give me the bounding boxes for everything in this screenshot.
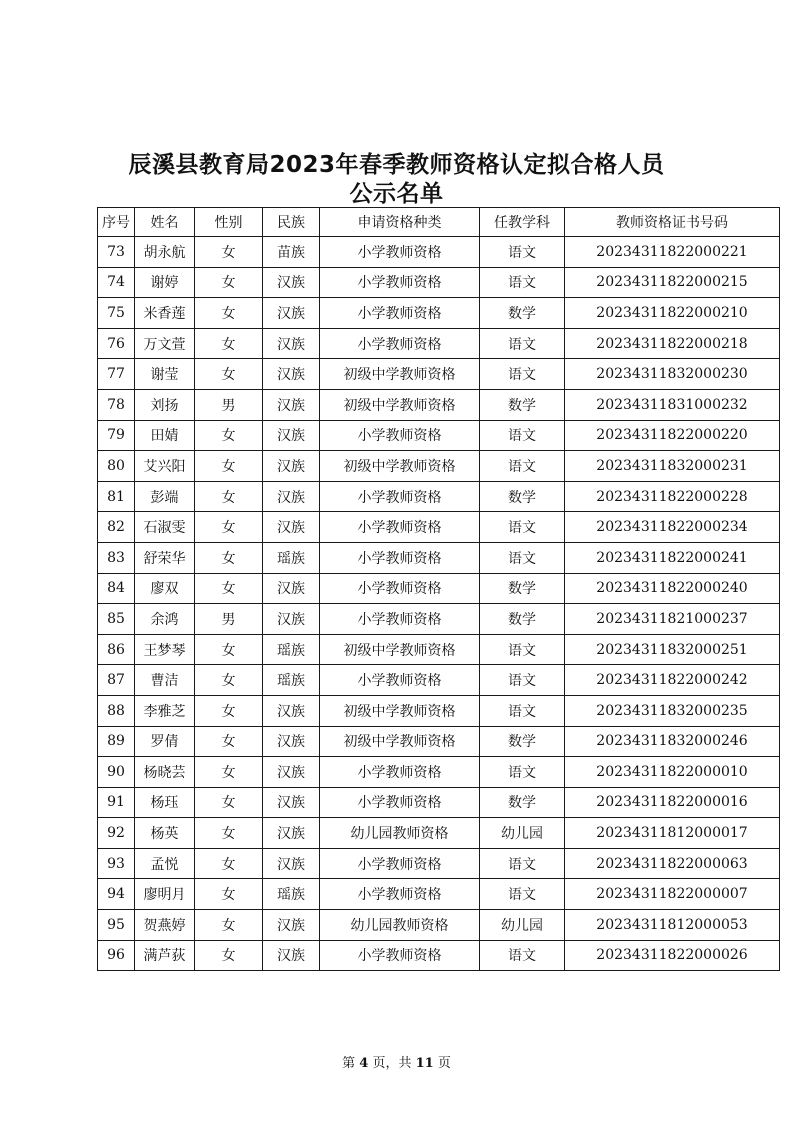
table-row — [98, 910, 780, 941]
cell-gender: 女 — [195, 910, 263, 941]
cell-subject: 语文 — [480, 634, 565, 665]
cell-subject: 语文 — [480, 665, 565, 696]
cell-certificate-number: 20234311822000240 — [565, 573, 780, 604]
cell-qualification-type: 小学教师资格 — [320, 848, 480, 879]
cell-subject: 数学 — [480, 604, 565, 635]
cell-subject: 数学 — [480, 298, 565, 329]
cell-name: 舒荣华 — [135, 542, 195, 573]
cell-subject: 数学 — [480, 481, 565, 512]
cell-qualification-type: 小学教师资格 — [320, 512, 480, 543]
cell-index: 95 — [98, 910, 135, 941]
footer-middle: 页，共 — [368, 1056, 416, 1071]
cell-certificate-number: 20234311822000228 — [565, 481, 780, 512]
cell-gender: 女 — [195, 787, 263, 818]
cell-subject: 数学 — [480, 573, 565, 604]
cell-certificate-number: 20234311822000242 — [565, 665, 780, 696]
cell-gender: 男 — [195, 604, 263, 635]
cell-certificate-number: 20234311812000053 — [565, 910, 780, 941]
cell-index: 74 — [98, 267, 135, 298]
cell-certificate-number: 20234311832000235 — [565, 695, 780, 726]
cell-ethnicity: 汉族 — [263, 910, 320, 941]
table-row — [98, 634, 780, 665]
cell-subject: 数学 — [480, 787, 565, 818]
cell-certificate-number: 20234311822000026 — [565, 940, 780, 971]
cell-qualification-type: 小学教师资格 — [320, 542, 480, 573]
cell-qualification-type: 小学教师资格 — [320, 757, 480, 788]
cell-ethnicity: 瑶族 — [263, 665, 320, 696]
cell-name: 米香莲 — [135, 298, 195, 329]
total-page-count: 11 — [415, 1056, 434, 1071]
cell-name: 杨晓芸 — [135, 757, 195, 788]
cell-gender: 女 — [195, 695, 263, 726]
table-row — [98, 359, 780, 390]
cell-name: 艾兴阳 — [135, 451, 195, 482]
cell-qualification-type: 小学教师资格 — [320, 328, 480, 359]
cell-gender: 女 — [195, 267, 263, 298]
table-row — [98, 818, 780, 849]
cell-ethnicity: 汉族 — [263, 818, 320, 849]
cell-index: 91 — [98, 787, 135, 818]
cell-subject: 语文 — [480, 542, 565, 573]
cell-ethnicity: 瑶族 — [263, 542, 320, 573]
table-row — [98, 389, 780, 420]
table-row — [98, 787, 780, 818]
table-row — [98, 481, 780, 512]
cell-name: 石淑雯 — [135, 512, 195, 543]
cell-index: 75 — [98, 298, 135, 329]
cell-gender: 女 — [195, 573, 263, 604]
cell-name: 满芦荻 — [135, 940, 195, 971]
table-row — [98, 573, 780, 604]
col-header-name: 姓名 — [135, 208, 195, 237]
table-row — [98, 940, 780, 971]
cell-ethnicity: 汉族 — [263, 359, 320, 390]
cell-name: 胡永航 — [135, 237, 195, 268]
cell-subject: 语文 — [480, 451, 565, 482]
table-row — [98, 512, 780, 543]
cell-subject: 语文 — [480, 420, 565, 451]
cell-qualification-type: 小学教师资格 — [320, 267, 480, 298]
table-row — [98, 237, 780, 268]
cell-name: 杨英 — [135, 818, 195, 849]
cell-ethnicity: 汉族 — [263, 848, 320, 879]
cell-certificate-number: 20234311822000221 — [565, 237, 780, 268]
cell-qualification-type: 小学教师资格 — [320, 420, 480, 451]
cell-name: 谢莹 — [135, 359, 195, 390]
table-row — [98, 848, 780, 879]
cell-qualification-type: 小学教师资格 — [320, 298, 480, 329]
cell-ethnicity: 汉族 — [263, 787, 320, 818]
cell-certificate-number: 20234311822000218 — [565, 328, 780, 359]
cell-certificate-number: 20234311821000237 — [565, 604, 780, 635]
cell-qualification-type: 初级中学教师资格 — [320, 451, 480, 482]
cell-ethnicity: 汉族 — [263, 328, 320, 359]
cell-ethnicity: 汉族 — [263, 389, 320, 420]
cell-ethnicity: 汉族 — [263, 267, 320, 298]
cell-index: 85 — [98, 604, 135, 635]
cell-index: 80 — [98, 451, 135, 482]
cell-name: 杨珏 — [135, 787, 195, 818]
cell-gender: 女 — [195, 879, 263, 910]
cell-certificate-number: 20234311832000230 — [565, 359, 780, 390]
cell-name: 罗倩 — [135, 726, 195, 757]
cell-qualification-type: 幼儿园教师资格 — [320, 818, 480, 849]
cell-subject: 幼儿园 — [480, 818, 565, 849]
cell-certificate-number: 20234311822000063 — [565, 848, 780, 879]
table-row — [98, 542, 780, 573]
cell-gender: 女 — [195, 512, 263, 543]
table-row — [98, 328, 780, 359]
cell-name: 谢婷 — [135, 267, 195, 298]
cell-ethnicity: 汉族 — [263, 573, 320, 604]
cell-gender: 女 — [195, 818, 263, 849]
cell-certificate-number: 20234311822000210 — [565, 298, 780, 329]
cell-ethnicity: 苗族 — [263, 237, 320, 268]
cell-gender: 女 — [195, 940, 263, 971]
cell-index: 94 — [98, 879, 135, 910]
cell-index: 77 — [98, 359, 135, 390]
cell-index: 87 — [98, 665, 135, 696]
cell-subject: 语文 — [480, 328, 565, 359]
col-header-qualification-type: 申请资格种类 — [320, 208, 480, 237]
cell-certificate-number: 20234311812000017 — [565, 818, 780, 849]
table-row — [98, 604, 780, 635]
cell-qualification-type: 小学教师资格 — [320, 573, 480, 604]
cell-gender: 女 — [195, 359, 263, 390]
cell-subject: 语文 — [480, 512, 565, 543]
cell-certificate-number: 20234311822000215 — [565, 267, 780, 298]
cell-gender: 女 — [195, 634, 263, 665]
cell-name: 李雅芝 — [135, 695, 195, 726]
cell-qualification-type: 小学教师资格 — [320, 481, 480, 512]
cell-qualification-type: 初级中学教师资格 — [320, 389, 480, 420]
cell-subject: 语文 — [480, 879, 565, 910]
cell-ethnicity: 汉族 — [263, 512, 320, 543]
cell-qualification-type: 小学教师资格 — [320, 237, 480, 268]
table-row — [98, 695, 780, 726]
cell-gender: 女 — [195, 848, 263, 879]
table-row — [98, 757, 780, 788]
col-header-index: 序号 — [98, 208, 135, 237]
cell-index: 76 — [98, 328, 135, 359]
cell-subject: 语文 — [480, 267, 565, 298]
cell-certificate-number: 20234311822000016 — [565, 787, 780, 818]
cell-name: 廖双 — [135, 573, 195, 604]
cell-qualification-type: 小学教师资格 — [320, 879, 480, 910]
cell-index: 88 — [98, 695, 135, 726]
table-row — [98, 298, 780, 329]
cell-certificate-number: 20234311832000231 — [565, 451, 780, 482]
cell-name: 孟悦 — [135, 848, 195, 879]
cell-qualification-type: 幼儿园教师资格 — [320, 910, 480, 941]
cell-qualification-type: 小学教师资格 — [320, 940, 480, 971]
table-row — [98, 726, 780, 757]
cell-qualification-type: 小学教师资格 — [320, 787, 480, 818]
cell-ethnicity: 汉族 — [263, 940, 320, 971]
cell-gender: 女 — [195, 237, 263, 268]
cell-index: 78 — [98, 389, 135, 420]
cell-ethnicity: 瑶族 — [263, 879, 320, 910]
cell-certificate-number: 20234311822000220 — [565, 420, 780, 451]
cell-gender: 女 — [195, 328, 263, 359]
cell-qualification-type: 初级中学教师资格 — [320, 726, 480, 757]
cell-name: 万文萱 — [135, 328, 195, 359]
cell-subject: 语文 — [480, 695, 565, 726]
table-body — [98, 237, 780, 971]
table-row — [98, 879, 780, 910]
cell-index: 93 — [98, 848, 135, 879]
cell-index: 79 — [98, 420, 135, 451]
roster-table — [97, 207, 780, 971]
document-subtitle: 公示名单 — [349, 181, 444, 207]
table-row — [98, 267, 780, 298]
cell-name: 刘扬 — [135, 389, 195, 420]
col-header-ethnicity: 民族 — [263, 208, 320, 237]
cell-ethnicity: 汉族 — [263, 420, 320, 451]
cell-certificate-number: 20234311822000234 — [565, 512, 780, 543]
cell-gender: 女 — [195, 420, 263, 451]
cell-ethnicity: 瑶族 — [263, 634, 320, 665]
col-header-certificate-number: 教师资格证书号码 — [565, 208, 780, 237]
footer-prefix: 第 — [342, 1056, 360, 1071]
cell-gender: 男 — [195, 389, 263, 420]
col-header-gender: 性别 — [195, 208, 263, 237]
cell-index: 73 — [98, 237, 135, 268]
cell-index: 92 — [98, 818, 135, 849]
cell-name: 曹洁 — [135, 665, 195, 696]
cell-certificate-number: 20234311832000246 — [565, 726, 780, 757]
cell-qualification-type: 初级中学教师资格 — [320, 359, 480, 390]
table-row — [98, 665, 780, 696]
cell-ethnicity: 汉族 — [263, 757, 320, 788]
cell-certificate-number: 20234311822000007 — [565, 879, 780, 910]
cell-subject: 语文 — [480, 940, 565, 971]
cell-name: 余鸿 — [135, 604, 195, 635]
cell-certificate-number: 20234311822000241 — [565, 542, 780, 573]
cell-gender: 女 — [195, 298, 263, 329]
cell-ethnicity: 汉族 — [263, 451, 320, 482]
cell-index: 84 — [98, 573, 135, 604]
cell-gender: 女 — [195, 542, 263, 573]
cell-subject: 数学 — [480, 389, 565, 420]
cell-ethnicity: 汉族 — [263, 726, 320, 757]
cell-index: 89 — [98, 726, 135, 757]
cell-index: 86 — [98, 634, 135, 665]
cell-gender: 女 — [195, 757, 263, 788]
cell-certificate-number: 20234311832000251 — [565, 634, 780, 665]
footer-suffix: 页 — [433, 1056, 451, 1071]
header-row — [98, 208, 780, 237]
cell-ethnicity: 汉族 — [263, 604, 320, 635]
page-footer — [0, 1052, 793, 1071]
cell-certificate-number: 20234311822000010 — [565, 757, 780, 788]
cell-name: 彭端 — [135, 481, 195, 512]
cell-gender: 女 — [195, 481, 263, 512]
cell-ethnicity: 汉族 — [263, 298, 320, 329]
document-title: 辰溪县教育局2023年春季教师资格认定拟合格人员 — [128, 152, 665, 178]
cell-subject: 语文 — [480, 359, 565, 390]
cell-gender: 女 — [195, 726, 263, 757]
cell-gender: 女 — [195, 451, 263, 482]
current-page-number: 4 — [359, 1056, 369, 1071]
cell-qualification-type: 小学教师资格 — [320, 604, 480, 635]
cell-subject: 幼儿园 — [480, 910, 565, 941]
cell-subject: 语文 — [480, 757, 565, 788]
cell-qualification-type: 小学教师资格 — [320, 665, 480, 696]
cell-certificate-number: 20234311831000232 — [565, 389, 780, 420]
cell-name: 贺燕婷 — [135, 910, 195, 941]
cell-name: 廖明月 — [135, 879, 195, 910]
cell-index: 90 — [98, 757, 135, 788]
cell-qualification-type: 初级中学教师资格 — [320, 695, 480, 726]
cell-qualification-type: 初级中学教师资格 — [320, 634, 480, 665]
cell-subject: 语文 — [480, 848, 565, 879]
cell-subject: 数学 — [480, 726, 565, 757]
col-header-subject: 任教学科 — [480, 208, 565, 237]
cell-subject: 语文 — [480, 237, 565, 268]
cell-gender: 女 — [195, 665, 263, 696]
table-row — [98, 451, 780, 482]
cell-index: 96 — [98, 940, 135, 971]
cell-index: 81 — [98, 481, 135, 512]
cell-index: 83 — [98, 542, 135, 573]
cell-name: 王梦琴 — [135, 634, 195, 665]
table-row — [98, 420, 780, 451]
cell-ethnicity: 汉族 — [263, 481, 320, 512]
cell-name: 田婧 — [135, 420, 195, 451]
cell-ethnicity: 汉族 — [263, 695, 320, 726]
cell-index: 82 — [98, 512, 135, 543]
